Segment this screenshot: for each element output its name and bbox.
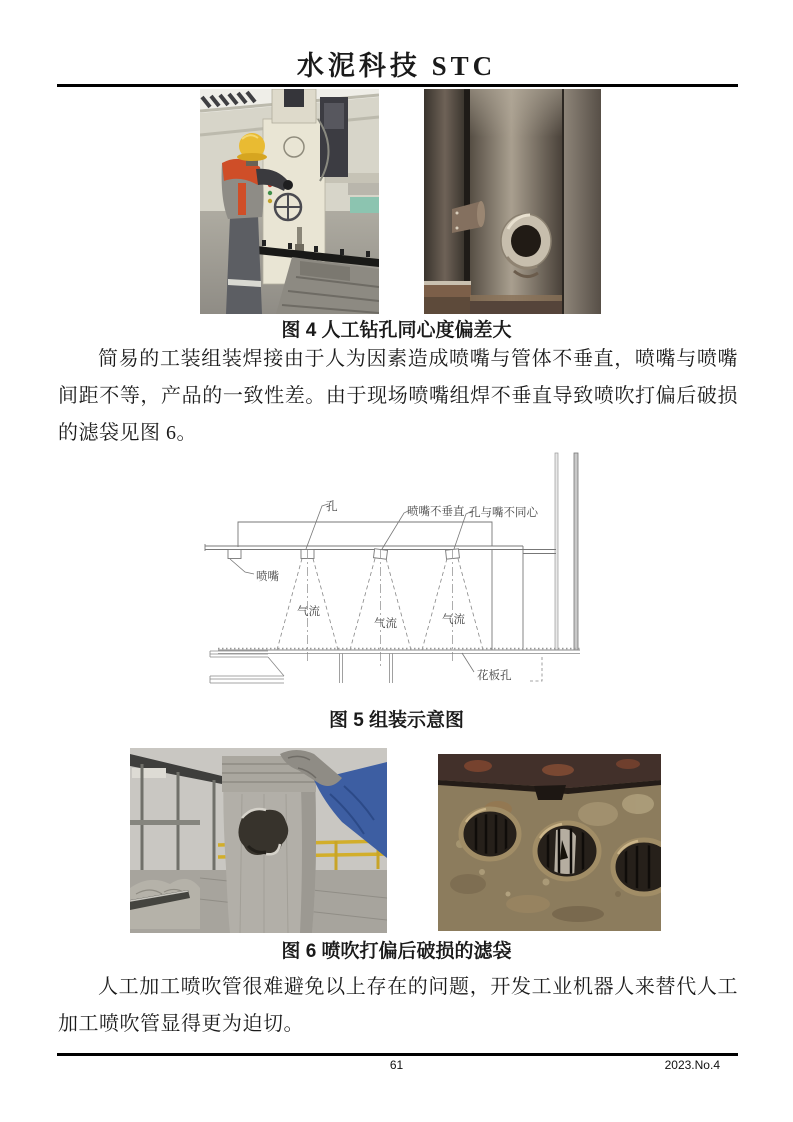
workshop-bench (350, 197, 379, 213)
figure4-caption: 图 4 人工钻孔同心度偏差大 (281, 320, 512, 341)
figure6-photo-damaged-bag (130, 748, 387, 933)
label-airflow-2: 气流 (374, 618, 397, 630)
footer-rule (57, 1053, 738, 1056)
left-pipe (424, 89, 466, 314)
label-tubesheet-hole: 花板孔 (477, 670, 512, 682)
figure5-assembly-diagram (185, 450, 597, 702)
tubesheet-hole-1 (461, 809, 519, 859)
figure6-photo-tubesheet (438, 754, 661, 931)
label-airflow-1: 气流 (297, 606, 320, 618)
nozzles (228, 549, 459, 560)
label-hole: 孔 (326, 501, 338, 513)
right-pipe (564, 89, 601, 314)
label-hole-nozzle-not-concentric: 孔与嘴不同心 (469, 507, 538, 519)
pipes-photo-art (424, 89, 601, 314)
tube-sheet (218, 649, 580, 654)
tubesheet-hole-3 (613, 840, 661, 894)
page-number: 61 (389, 1058, 404, 1072)
label-nozzle: 喷嘴 (256, 571, 279, 583)
figure4-photo-drilled-hole (424, 89, 601, 314)
label-airflow-3: 气流 (442, 614, 465, 626)
plate-stubs (340, 654, 393, 684)
tubesheet-hole-2 (535, 823, 599, 883)
tubesheet-photo-art (438, 754, 661, 931)
figure4-photo-drilling (200, 89, 379, 314)
drilling-photo-art (200, 89, 379, 314)
figure6-caption: 图 6 喷吹打偏后破损的滤袋 (281, 941, 512, 962)
paragraph-1: 简易的工装组装焊接由于人为因素造成喷嘴与管体不垂直，喷嘴与喷嘴间距不等，产品的一致性差。由于现场喷嘴组焊不垂直导致喷吹打偏后破损的滤袋见图 6。 (58, 348, 738, 444)
centerlines (308, 550, 453, 667)
header-rule (57, 84, 738, 87)
tubesheet-hole-bracket (530, 656, 542, 681)
figure5-caption: 图 5 组装示意图 (328, 710, 465, 731)
left-beam (210, 651, 284, 683)
label-nozzle-not-vertical: 喷嘴不垂直 (407, 506, 465, 518)
leader-lines (230, 504, 474, 672)
issue-number: 2023.No.4 (664, 1058, 720, 1072)
damaged-bag-photo-art (130, 748, 387, 933)
pipe-bracket (238, 522, 492, 547)
assembly-diagram-art (185, 450, 597, 702)
journal-title: 水泥科技 STC (296, 51, 497, 81)
discarded-bags-pile (130, 879, 200, 929)
wall-lines (555, 453, 578, 650)
filter-bag (222, 756, 316, 933)
paragraph-2: 人工加工喷吹管很难避免以上存在的问题，开发工业机器人来替代人工加工喷吹管显得更为迫切。 (58, 976, 738, 1035)
